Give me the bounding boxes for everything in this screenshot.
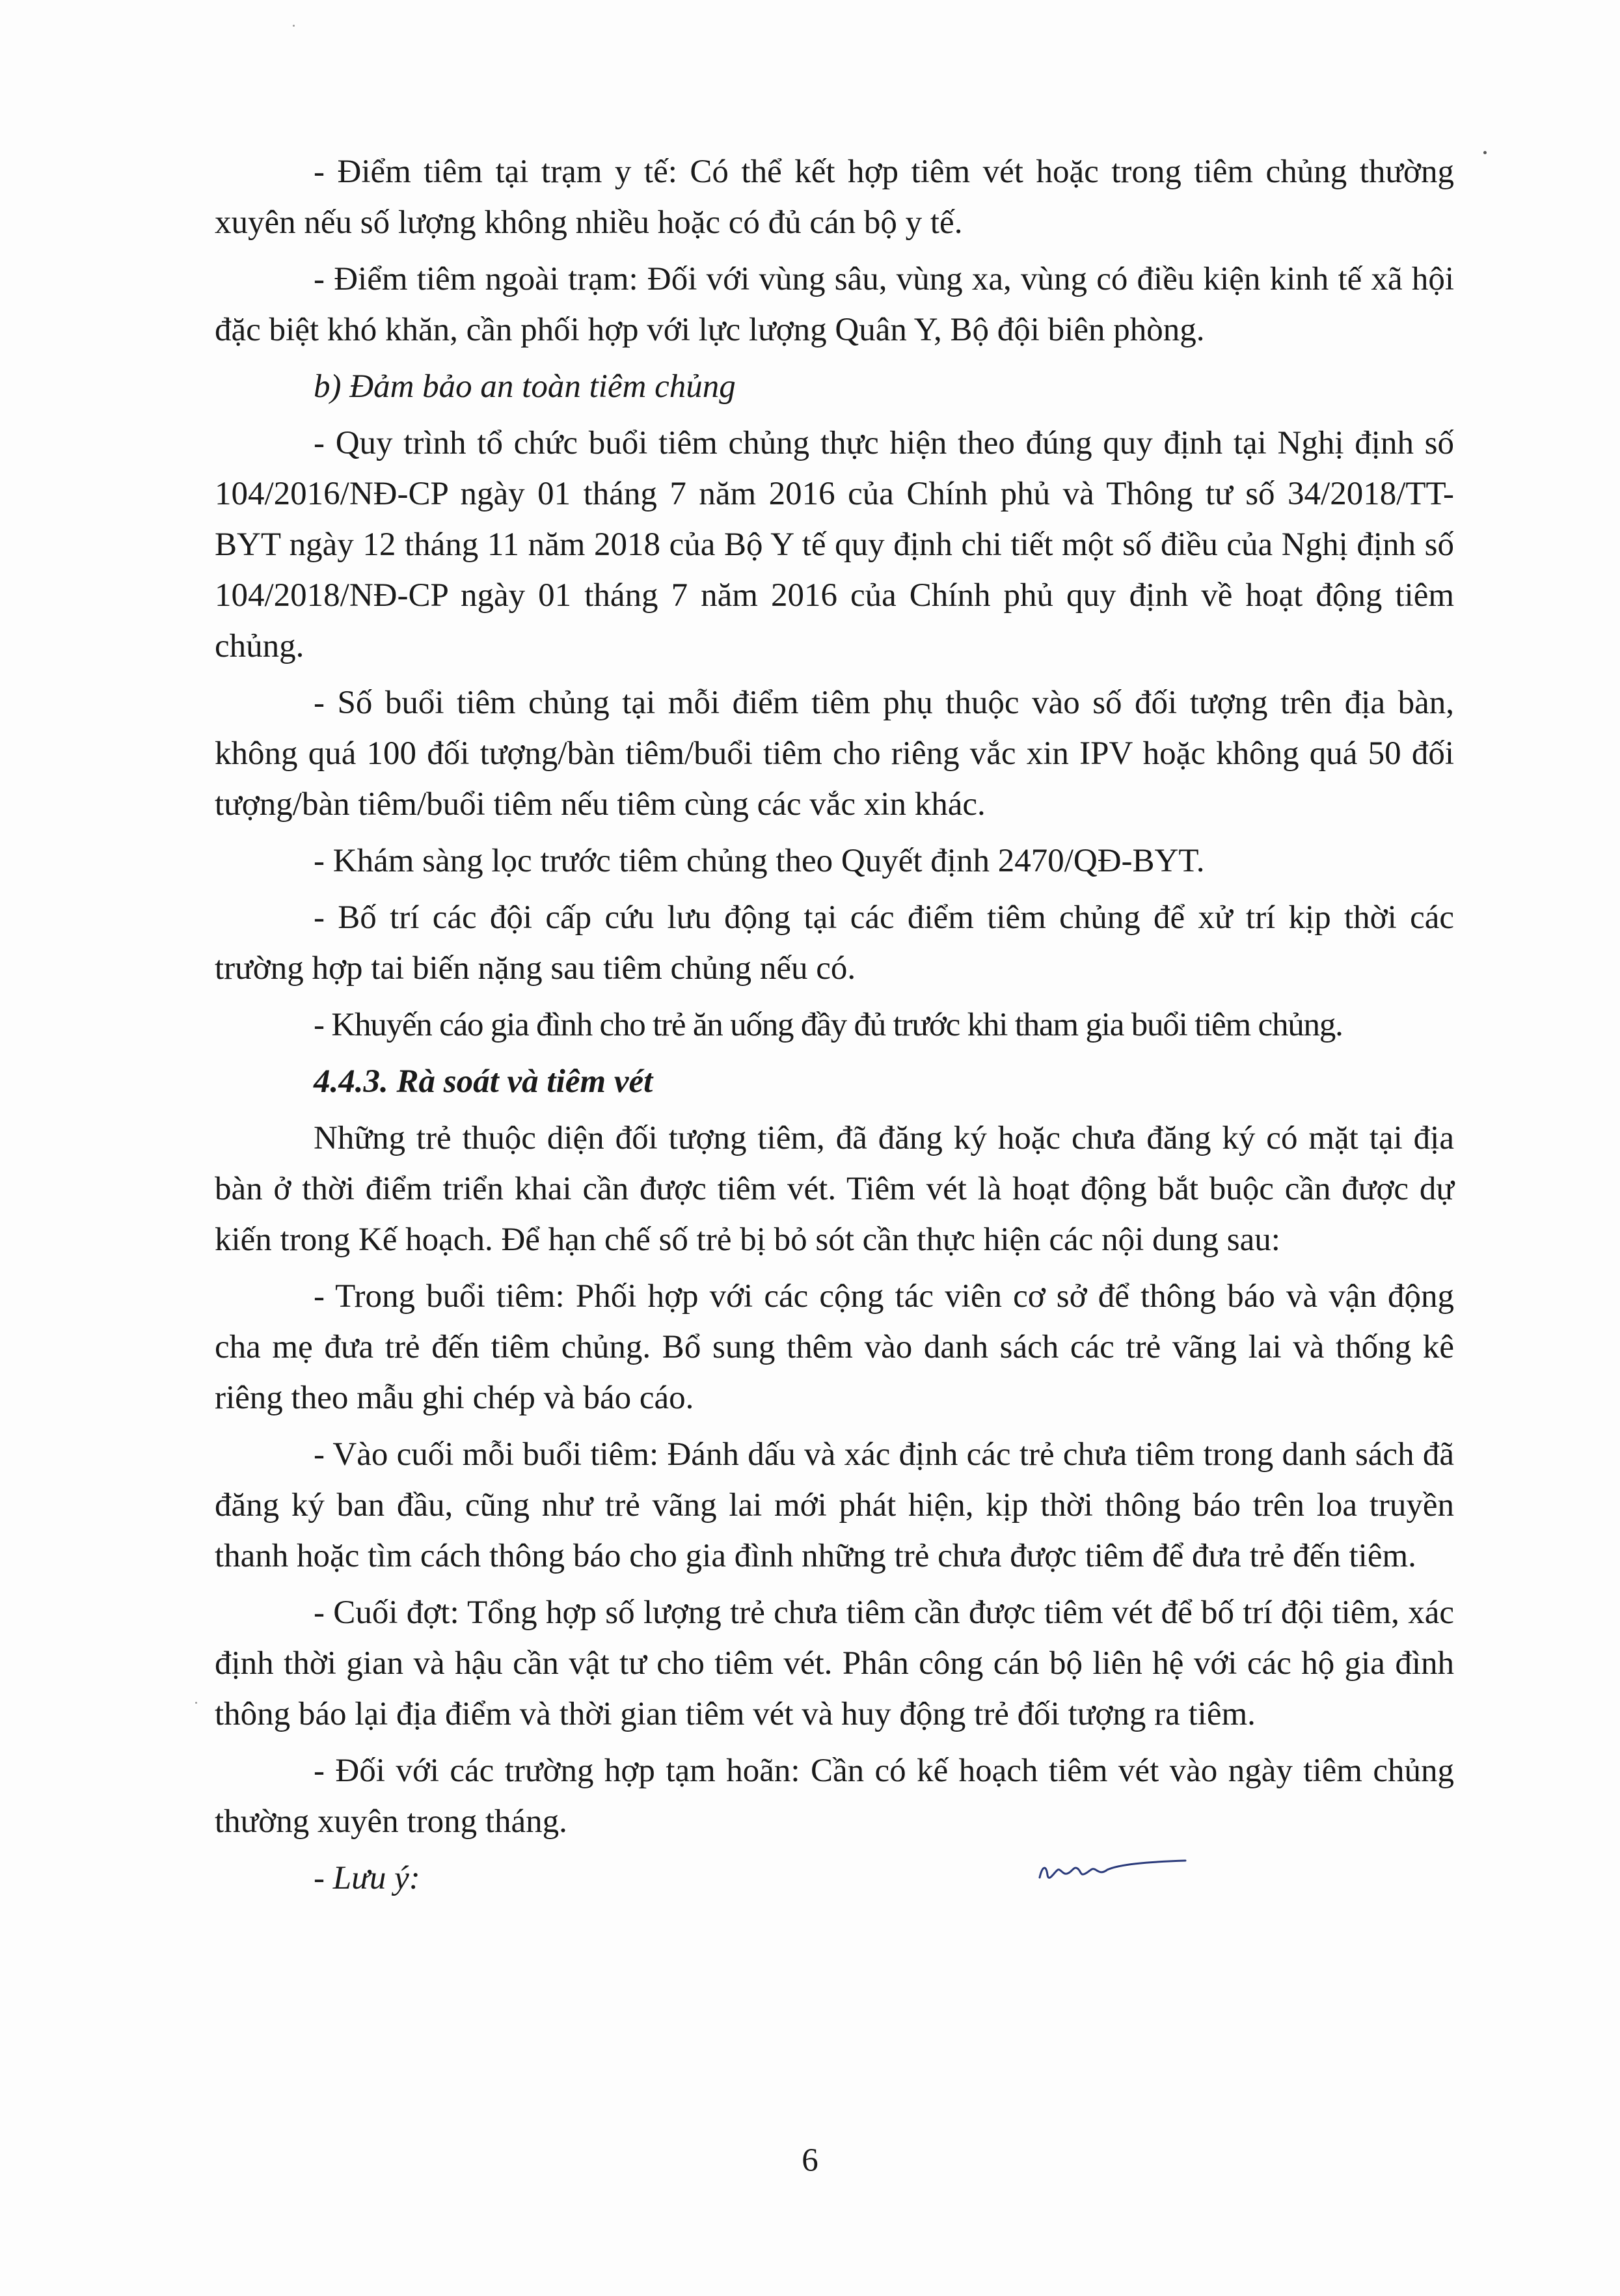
paragraph-doi-cap-cuu: - Bố trí các đội cấp cứu lưu động tại các điểm tiêm chủng để xử trí kịp thời các trường hợp tai biến nặng sau tiêm chủng nếu có. (215, 899, 1454, 987)
section-heading-ra-soat: 4.4.3. Rà soát và tiêm vét (314, 1063, 653, 1100)
paragraph-kham-sang-loc: - Khám sàng lọc trước tiêm chủng theo Quyết định 2470/QĐ-BYT. (314, 843, 1205, 879)
paragraph-tam-hoan: - Đối với các trường hợp tạm hoãn: Cần có kế hoạch tiêm vét vào ngày tiêm chủng thường xuyên trong tháng. (215, 1753, 1454, 1840)
page-number: 6 (802, 2142, 818, 2179)
paragraph-nhung-tre: Những trẻ thuộc diện đối tượng tiêm, đã đăng ký hoặc chưa đăng ký có mặt tại địa bàn ở thời điểm triển khai cần được tiêm vét. Tiêm vét là hoạt động bắt buộc cần được dự kiến trong Kế hoạch. Để hạn chế số trẻ bị bỏ sót cần thực hiện các nội dung sau: (215, 1120, 1454, 1258)
scan-speck (1483, 151, 1487, 154)
scan-speck (195, 1702, 197, 1704)
paragraph-ngoai-tram: - Điểm tiêm ngoài trạm: Đối với vùng sâu, vùng xa, vùng có điều kiện kinh tế xã hội đặc biệt khó khăn, cần phối hợp với lực lượng Quân Y, Bộ đội biên phòng. (215, 261, 1454, 348)
paragraph-cuoi-buoi-tiem: - Vào cuối mỗi buổi tiêm: Đánh dấu và xác định các trẻ chưa tiêm trong danh sách đã đăng ký ban đầu, cũng như trẻ vãng lai mới phát hiện, kịp thời thông báo trên loa truyền thanh hoặc tìm cách thông báo cho gia đình những trẻ chưa được tiêm để đưa trẻ đến tiêm. (215, 1436, 1454, 1574)
scan-speck (293, 25, 295, 27)
paragraph-cuoi-dot: - Cuối đợt: Tổng hợp số lượng trẻ chưa tiêm cần được tiêm vét để bố trí đội tiêm, xác định thời gian và hậu cần vật tư cho tiêm vét. Phân công cán bộ liên hệ với các hộ gia đình thông báo lại địa điểm và thời gian tiêm vét và huy động trẻ đối tượng ra tiêm. (215, 1594, 1454, 1732)
note-label: - Lưu ý: (314, 1860, 420, 1896)
document-body (215, 146, 1454, 1904)
paragraph-so-buoi-tiem: - Số buổi tiêm chủng tại mỗi điểm tiêm phụ thuộc vào số đối tượng trên địa bàn, không quá 100 đối tượng/bàn tiêm/buổi tiêm cho riêng vắc xin IPV hoặc không quá 50 đối tượng/bàn tiêm/buổi tiêm nếu tiêm cùng các vắc xin khác. (215, 685, 1454, 823)
section-heading-an-toan: b) Đảm bảo an toàn tiêm chủng (314, 368, 736, 405)
initials-signature (1034, 1846, 1191, 1892)
paragraph-khuyen-cao: - Khuyến cáo gia đình cho trẻ ăn uống đầy đủ trước khi tham gia buổi tiêm chủng. (314, 1007, 1343, 1043)
paragraph-quy-trinh: - Quy trình tổ chức buổi tiêm chủng thực hiện theo đúng quy định tại Nghị định số 104/2016/NĐ-CP ngày 01 tháng 7 năm 2016 của Chính phủ và Thông tư số 34/2018/TT-BYT ngày 12 tháng 11 năm 2018 của Bộ Y tế quy định chi tiết một số điều của Nghị định số 104/2018/NĐ-CP ngày 01 tháng 7 năm 2016 của Chính phủ quy định về hoạt động tiêm chủng. (215, 425, 1454, 664)
paragraph-tram-y-te: - Điểm tiêm tại trạm y tế: Có thể kết hợp tiêm vét hoặc trong tiêm chủng thường xuyên nếu số lượng không nhiều hoặc có đủ cán bộ y tế. (215, 154, 1454, 241)
note-row (215, 1853, 1454, 1904)
paragraph-trong-buoi-tiem: - Trong buổi tiêm: Phối hợp với các cộng tác viên cơ sở để thông báo và vận động cha mẹ đưa trẻ đến tiêm chủng. Bổ sung thêm vào danh sách các trẻ vãng lai và thống kê riêng theo mẫu ghi chép và báo cáo. (215, 1278, 1454, 1416)
